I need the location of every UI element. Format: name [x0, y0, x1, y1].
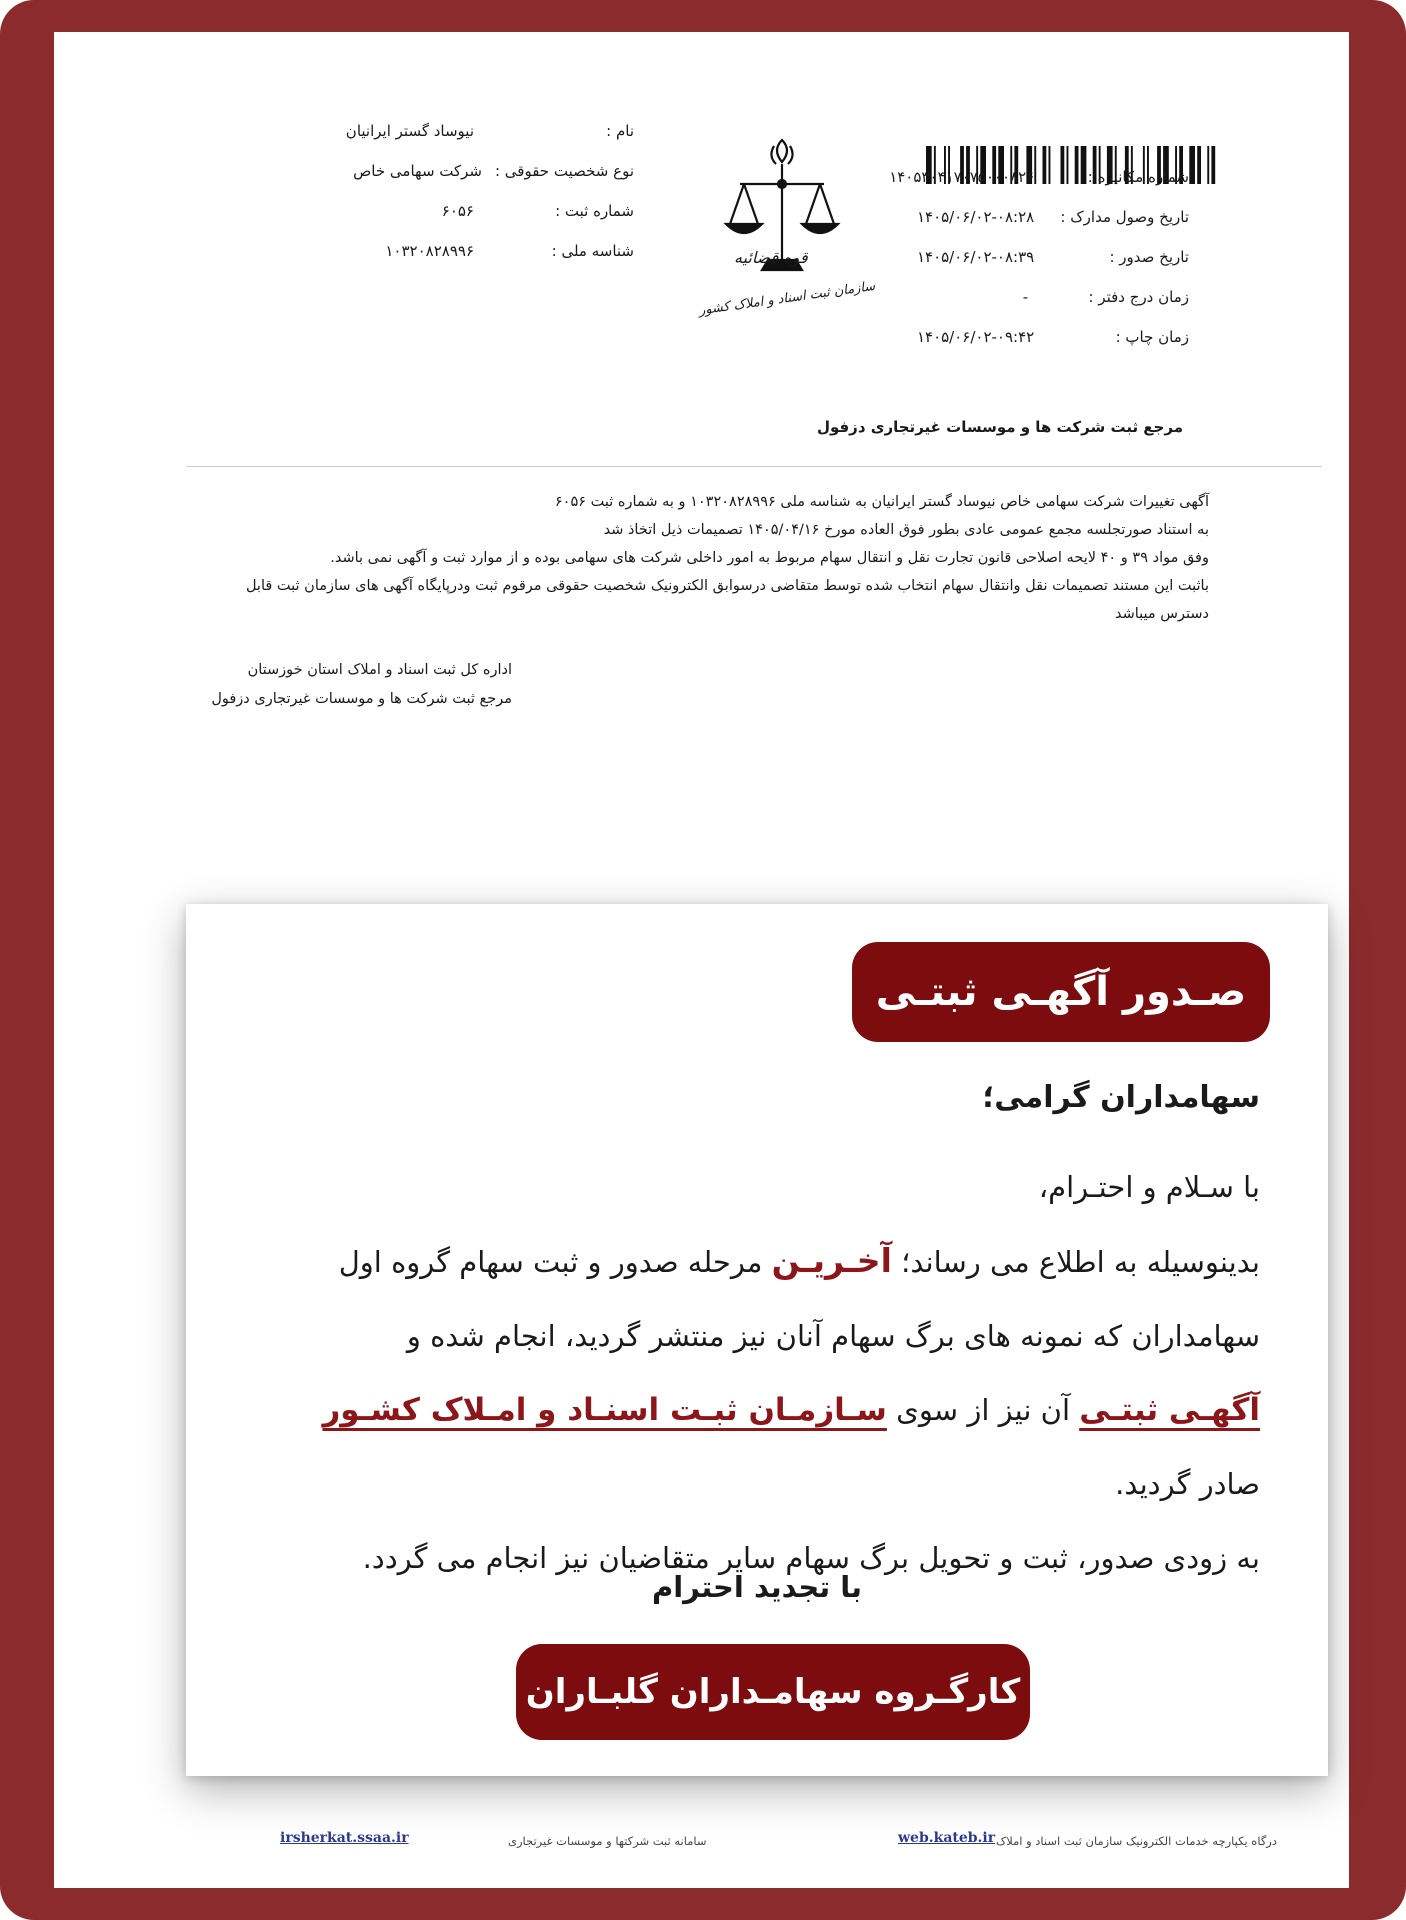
info-label: شناسه ملی :	[551, 242, 634, 260]
meta-label: شماره مکانیزه :	[1087, 168, 1189, 186]
closing-regards: با تجدید احترام	[651, 1570, 863, 1604]
info-row-registration-number	[314, 202, 634, 228]
meta-value: ۱۴۰۵/۰۶/۰۲-۰۸:۳۹	[916, 248, 1035, 266]
document-page	[54, 32, 1349, 1888]
notice-line: دسترس میباشد	[1115, 606, 1209, 622]
notice-line: وفق مواد ۳۹ و ۴۰ لایحه اصلاحی قانون تجارت نقل و انتقال سهام مربوط به امور داخلی شرکت های سهامی بوده و از موارد ثبت و آگهی نمی باشد.	[330, 550, 1209, 566]
registration-notice	[209, 488, 1209, 628]
notice-line: به استناد صورتجلسه مجمع عمومی عادی بطور فوق العاده مورخ ۱۴۰۵/۰۴/۱۶ تصمیمات ذیل اتخاذ شد	[603, 522, 1209, 538]
footer-link-kateb[interactable]: web.kateb.ir	[898, 1830, 996, 1846]
body-line: به زودی صدور، ثبت و تحویل برگ سهام سایر متقاضیان نیز انجام می گردد.	[362, 1541, 1260, 1575]
info-value: ۶۰۵۶	[441, 202, 474, 220]
issuing-office	[172, 656, 512, 714]
notice-line: باثبت این مستند تصمیمات نقل وانتقال سهام انتخاب شده توسط متقاضی درسوابق الکترونیک شخصیت حقوقی مرقوم ثبت ودرپایگاه آگهی های سازمان ثبت قابل	[245, 578, 1209, 594]
signature-badge: کارگـروه سهامـداران گلبـاران	[516, 1644, 1030, 1740]
barcode-bar	[1207, 146, 1209, 184]
info-value: ۱۰۳۲۰۸۲۸۹۹۶	[385, 242, 474, 260]
office-line: مرجع ثبت شرکت ها و موسسات غیرتجاری دزفول	[211, 691, 512, 707]
greeting: سهامداران گرامی؛	[982, 1080, 1260, 1115]
registration-authority: مرجع ثبت شرکت ها و موسسات غیرتجاری دزفول	[816, 418, 1183, 436]
barcode-bar	[1197, 146, 1201, 184]
body-line	[260, 1373, 1260, 1447]
meta-row-registry-time	[1023, 288, 1189, 314]
meta-value: -	[1022, 288, 1029, 306]
info-value: نیوساد گستر ایرانیان	[345, 122, 474, 140]
footer-portal-text: درگاه یکپارچه خدمات الکترونیک سازمان ثبت اسناد و املاک	[995, 1834, 1277, 1848]
info-row-legal-type	[314, 162, 634, 188]
info-value: شرکت سهامی خاص	[353, 162, 482, 180]
judiciary-emblem	[694, 132, 877, 332]
highlight-last: آخـریـن	[771, 1241, 892, 1280]
emblem-caption-organization: سازمان ثبت اسناد و املاک کشور	[697, 278, 877, 319]
card-title-badge: صـدور آگهـی ثبتـی	[852, 942, 1270, 1042]
announcement-body	[260, 1150, 1260, 1595]
info-label: نوع شخصیت حقوقی :	[494, 162, 634, 180]
body-line: صادر گردید.	[1115, 1467, 1260, 1501]
salutation: با سـلام و احتـرام،	[1038, 1170, 1260, 1204]
announcement-card	[186, 904, 1328, 1776]
barcode-bar	[1211, 146, 1215, 184]
footer-system-text: سامانه ثبت شرکتها و موسسات غیرتجاری	[508, 1834, 707, 1848]
emblem-caption-judiciary: قوه قضائیه	[734, 248, 808, 267]
office-line: اداره کل ثبت اسناد و املاک استان خوزستان	[247, 662, 512, 678]
barcode-bar	[1189, 146, 1195, 184]
header-divider	[186, 466, 1322, 467]
meta-label: تاریخ وصول مدارک :	[1060, 208, 1189, 226]
body-text: مرحله صدور و ثبت سهام گروه اول	[338, 1245, 772, 1279]
meta-label: تاریخ صدور :	[1109, 248, 1189, 266]
info-label: نام :	[606, 122, 634, 140]
highlight-organization: سـازمـان ثبـت اسنـاد و امـلاک کشـور	[322, 1392, 887, 1428]
meta-row-receipt-date	[917, 208, 1189, 234]
info-label: شماره ثبت :	[555, 202, 634, 220]
body-text: آن نیز از سوی	[886, 1393, 1080, 1427]
meta-label: زمان درج دفتر :	[1088, 288, 1189, 306]
meta-row-issue-date	[917, 248, 1189, 274]
meta-value: ۱۴۰۵۳۰۴۱۷۰۷۵۰۰۰۸۲۶	[889, 168, 1035, 186]
highlight-registration-notice: آگهـی ثبتـی	[1079, 1392, 1260, 1428]
info-row-national-id	[314, 242, 634, 268]
footer-link-irsherkat[interactable]: irsherkat.ssaa.ir	[280, 1830, 409, 1846]
meta-value: ۱۴۰۵/۰۶/۰۲-۰۹:۴۲	[916, 328, 1035, 346]
body-line	[260, 1224, 1260, 1299]
meta-label: زمان چاپ :	[1115, 328, 1189, 346]
meta-row-mechanized-number	[889, 168, 1189, 194]
notice-line: آگهی تغییرات شرکت سهامی خاص نیوساد گستر ایرانیان به شناسه ملی ۱۰۳۲۰۸۲۸۹۹۶ و به شماره ثبت ۶۰۵۶	[554, 494, 1209, 510]
body-line: سهامداران که نمونه های برگ سهام آنان نیز منتشر گردید، انجام شده و	[406, 1319, 1260, 1353]
body-text: بدینوسیله به اطلاع می رساند؛	[891, 1245, 1260, 1279]
meta-value: ۱۴۰۵/۰۶/۰۲-۰۸:۲۸	[916, 208, 1035, 226]
meta-row-print-time	[917, 328, 1189, 354]
info-row-name	[314, 122, 634, 148]
